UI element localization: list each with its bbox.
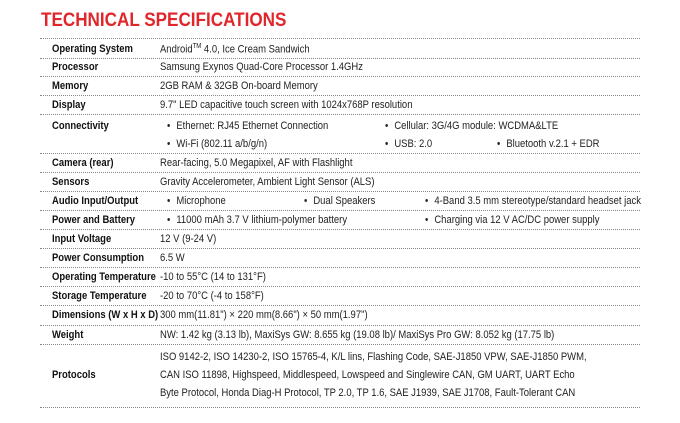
spec-row-power-consumption — [40, 249, 640, 268]
spec-value: Gravity Accelerometer, Ambient Light Sensor (ALS) — [160, 176, 375, 188]
spec-row-sensors — [40, 173, 640, 192]
spec-list-item: • Microphone — [167, 195, 226, 207]
spec-value: 300 mm(11.81") × 220 mm(8.66") × 50 mm(1.97") — [160, 309, 368, 321]
spec-label: Processor — [52, 61, 99, 73]
spec-label: Power Consumption — [52, 252, 144, 264]
spec-label: Camera (rear) — [52, 157, 114, 169]
trademark-mark: TM — [192, 43, 202, 50]
spec-value: NW: 1.42 kg (3.13 lb), MaxiSys GW: 8.655 kg (19.08 lb)/ MaxiSys Pro GW: 8.052 kg (17.75 lb) — [160, 329, 555, 341]
spec-list-item: • 11000 mAh 3.7 V lithium-polymer battery — [167, 214, 347, 226]
spec-value-line: Byte Protocol, Honda Diag-H Protocol, TP 2.0, TP 1.6, SAE J1939, SAE J1708, Fault-Tolerant CAN — [160, 387, 576, 399]
spec-row-storage-temperature — [40, 287, 640, 306]
spec-value: Samsung Exynos Quad-Core Processor 1.4GHz — [160, 61, 363, 73]
spec-list-item: • Dual Speakers — [304, 195, 375, 207]
spec-row-processor — [40, 58, 640, 77]
spec-label: Storage Temperature — [52, 290, 147, 302]
spec-row-dimensions — [40, 306, 640, 326]
spec-row-display — [40, 96, 640, 115]
spec-row-camera — [40, 154, 640, 173]
os-name: Android — [160, 43, 193, 56]
spec-label: Operating System — [52, 43, 133, 55]
spec-list-item: • Wi-Fi (802.11 a/b/g/n) — [167, 138, 267, 150]
spec-row-connectivity — [40, 115, 640, 154]
spec-row-input-voltage — [40, 230, 640, 249]
spec-value: 6.5 W — [160, 252, 185, 264]
spec-label: Power and Battery — [52, 214, 136, 226]
spec-label: Memory — [52, 80, 89, 92]
spec-list-item: • Ethernet: RJ45 Ethernet Connection — [167, 120, 328, 132]
spec-row-weight — [40, 326, 640, 345]
spec-list-item: • 4-Band 3.5 mm stereotype/standard headset jack — [425, 195, 641, 207]
spec-label: Audio Input/Output — [52, 195, 139, 207]
spec-label: Weight — [52, 329, 84, 341]
spec-row-power-battery — [40, 211, 640, 230]
spec-value-line: ISO 9142-2, ISO 14230-2, ISO 15765-4, K/L lins, Flashing Code, SAE-J1850 VPW, SAE-J1850 PWM, — [160, 351, 587, 363]
spec-row-memory — [40, 77, 640, 96]
spec-row-audio — [40, 192, 640, 211]
spec-row-operating-temperature — [40, 268, 640, 287]
spec-label: Dimensions (W x H x D) — [52, 309, 159, 321]
spec-label: Sensors — [52, 176, 90, 188]
spec-list-item: • USB: 2.0 — [385, 138, 432, 150]
spec-label: Connectivity — [52, 120, 109, 132]
spec-label: Display — [52, 99, 86, 111]
spec-list-item: • Bluetooth v.2.1 + EDR — [497, 138, 600, 150]
spec-label: Protocols — [52, 369, 96, 381]
spec-value: 12 V (9-24 V) — [160, 233, 217, 245]
os-version: 4.0, Ice Cream Sandwich — [201, 43, 310, 56]
spec-value: Rear-facing, 5.0 Megapixel, AF with Flashlight — [160, 157, 353, 169]
spec-value: 9.7" LED capacitive touch screen with 1024x768P resolution — [160, 99, 413, 111]
spec-value — [160, 43, 310, 56]
spec-label: Input Voltage — [52, 233, 112, 245]
spec-label: Operating Temperature — [52, 271, 156, 283]
spec-row-operating-system — [40, 38, 640, 59]
spec-value: 2GB RAM & 32GB On-board Memory — [160, 80, 318, 92]
spec-value: -20 to 70°C (-4 to 158°F) — [160, 290, 264, 302]
spec-value-line: CAN ISO 11898, Highspeed, Middlespeed, Lowspeed and Singlewire CAN, GM UART, UART Echo — [160, 369, 575, 381]
spec-list-item: • Cellular: 3G/4G module: WCDMA&LTE — [385, 120, 558, 132]
spec-row-protocols — [40, 345, 640, 408]
spec-value: -10 to 55°C (14 to 131°F) — [160, 271, 266, 283]
page-title: TECHNICAL SPECIFICATIONS — [41, 10, 287, 31]
spec-list-item: • Charging via 12 V AC/DC power supply — [425, 214, 599, 226]
